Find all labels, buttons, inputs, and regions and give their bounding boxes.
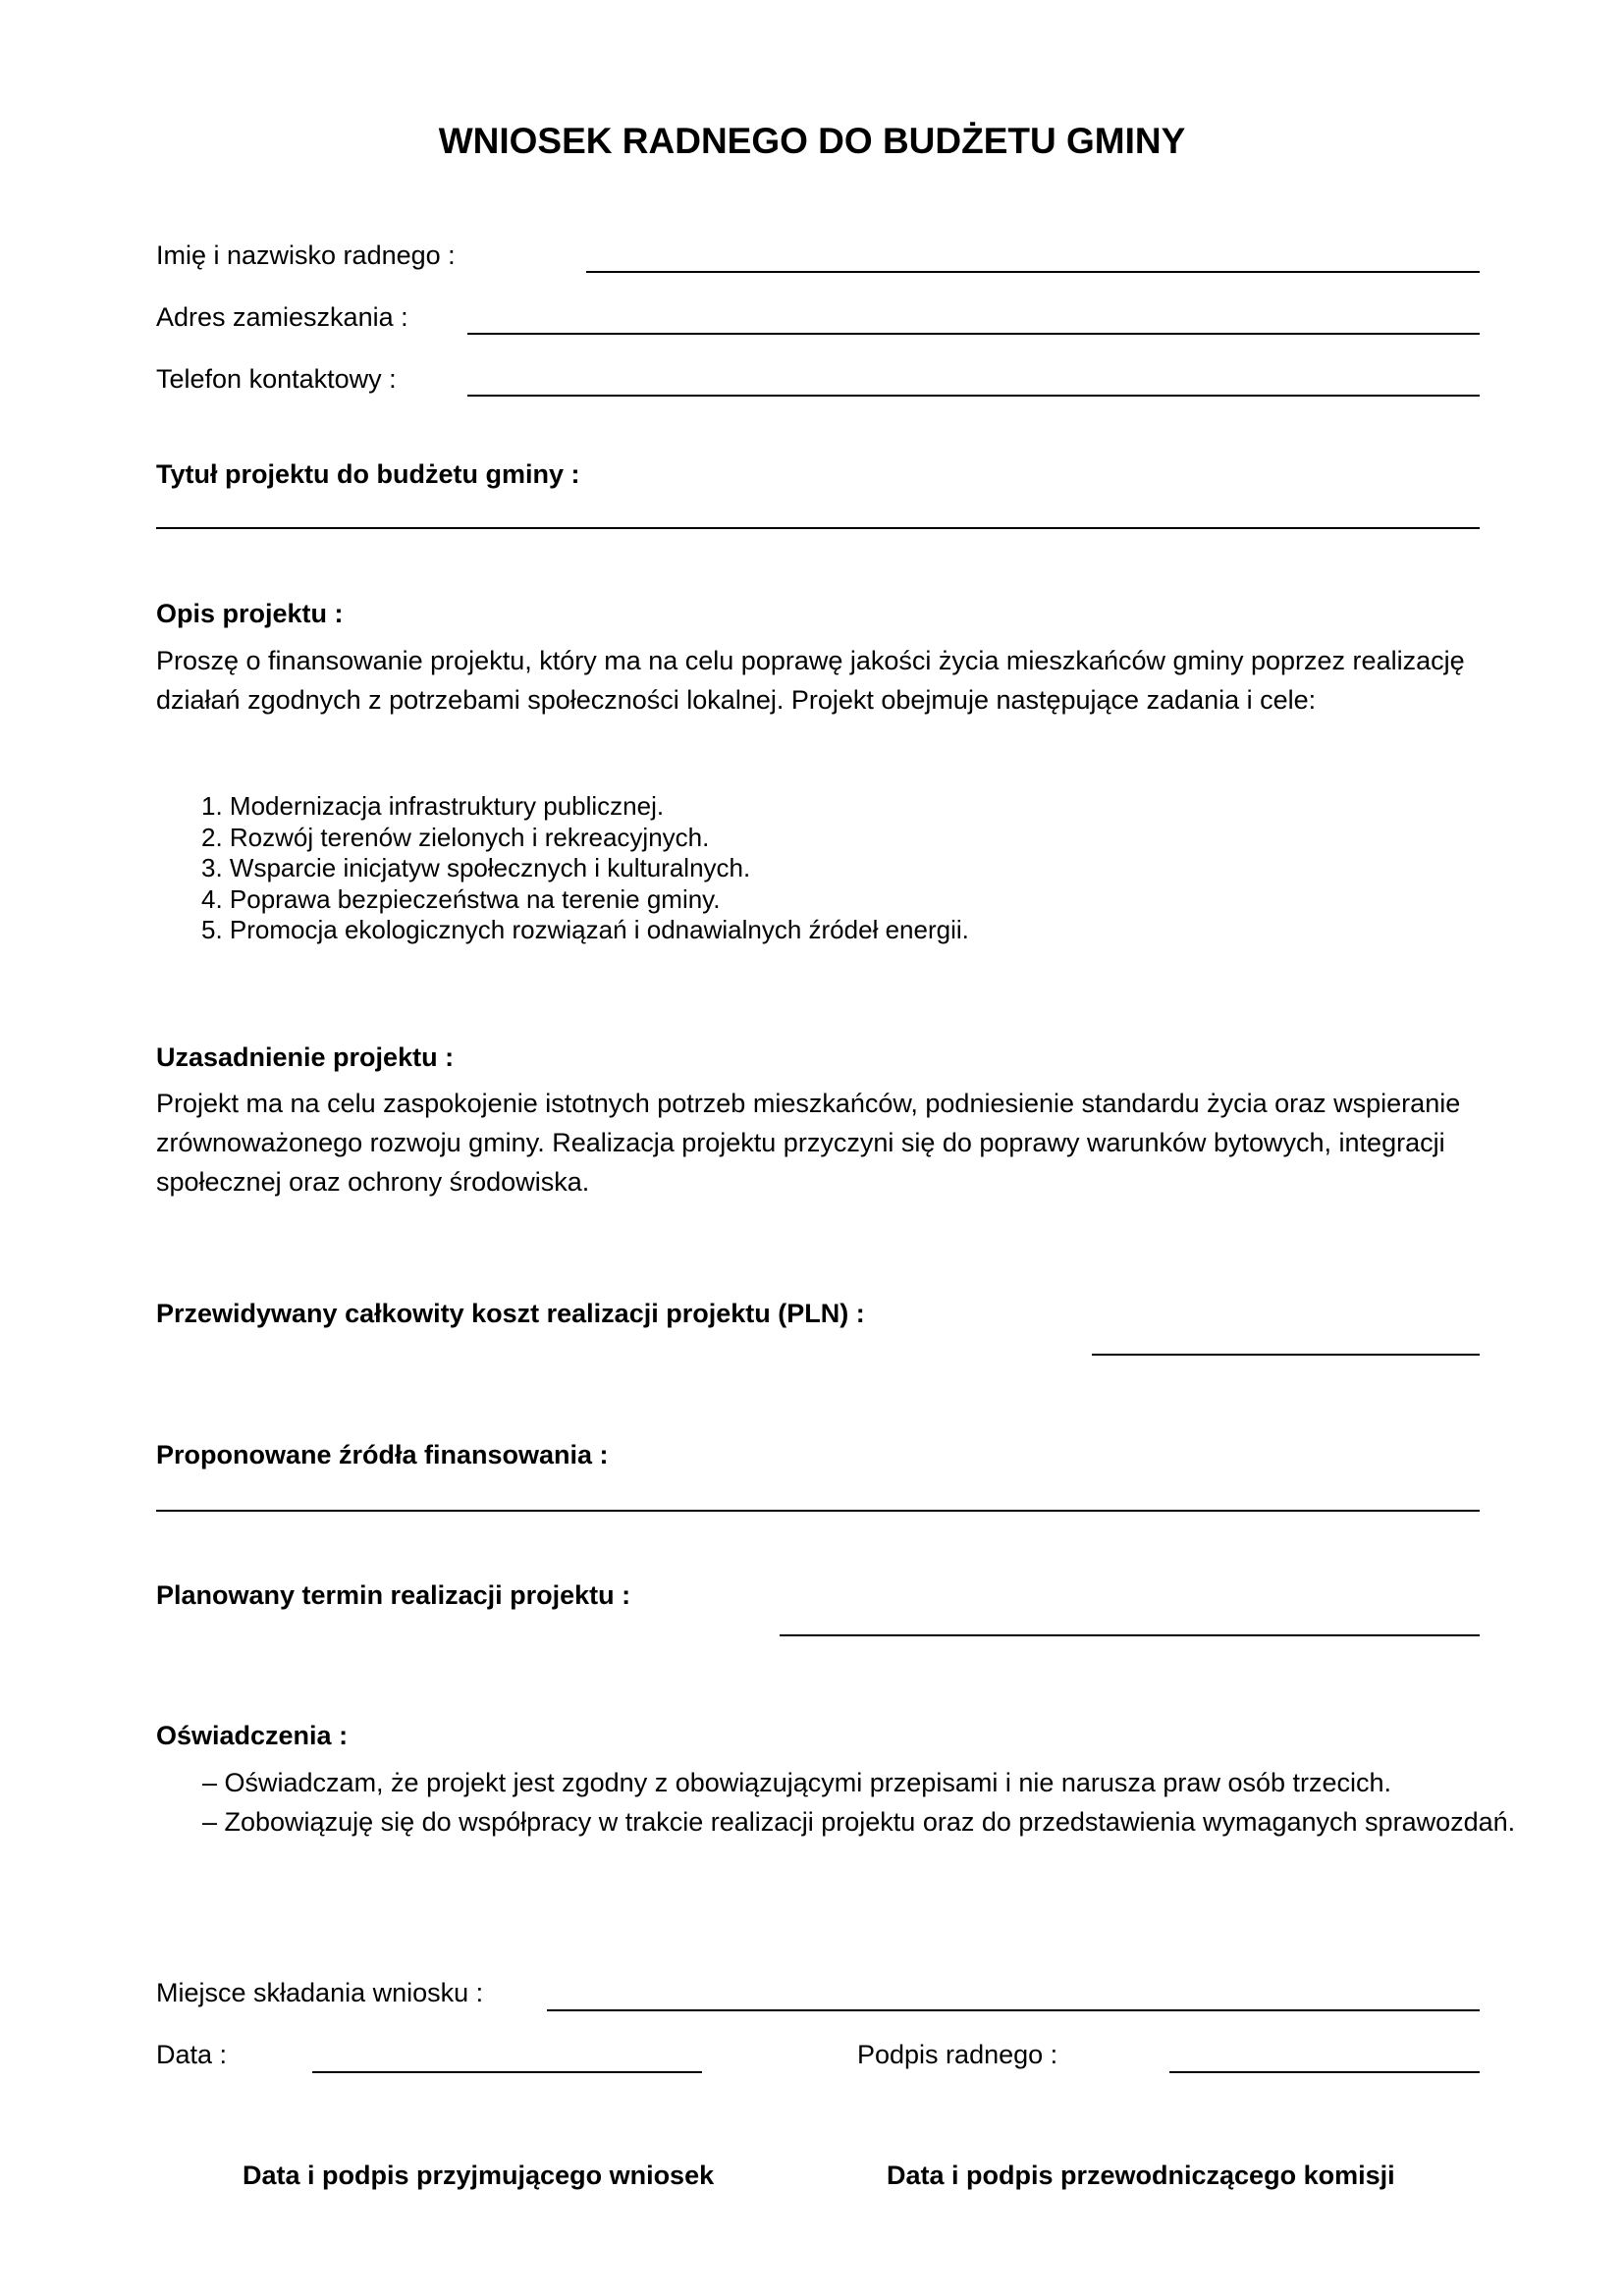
chair-signature-caption: Data i podpis przewodniczącego komisji <box>887 2161 1395 2190</box>
date-input-line[interactable] <box>312 2071 702 2073</box>
place-input-line[interactable] <box>547 2009 1480 2011</box>
receiver-signature-caption: Data i podpis przyjmującego wniosek <box>243 2161 715 2190</box>
project-title-input-line[interactable] <box>156 527 1480 529</box>
cost-input-line[interactable] <box>1092 1354 1480 1356</box>
list-item: 5. Promocja ekologicznych rozwiązań i odnawialnych źródeł energii. <box>201 915 969 944</box>
justification-text: Projekt ma na celu zaspokojenie istotnych potrzeb mieszkańców, podniesienie standardu życia oraz wspieranie zrównoważonego rozwoju gminy. Realizacja projektu przyczyni się do poprawy warunków bytowych, integracji społecznej oraz ochrony środowiska. <box>156 1089 1461 1197</box>
description-heading: Opis projektu : <box>156 599 344 628</box>
declaration-item: – Oświadczam, że projekt jest zgodny z obowiązującymi przepisami i nie narusza praw osób trzecich. <box>202 1768 1392 1797</box>
task-list <box>201 791 969 946</box>
funding-input-line[interactable] <box>156 1510 1480 1512</box>
list-item: 3. Wsparcie inicjatyw społecznych i kulturalnych. <box>201 853 751 882</box>
project-title-label: Tytuł projektu do budżetu gminy : <box>156 459 580 489</box>
justification-heading: Uzasadnienie projektu : <box>156 1042 455 1072</box>
signature-input-line[interactable] <box>1169 2071 1480 2073</box>
name-input-line[interactable] <box>586 271 1480 273</box>
timeline-label: Planowany termin realizacji projektu : <box>156 1580 631 1610</box>
phone-label: Telefon kontaktowy : <box>156 364 397 394</box>
list-item: 1. Modernizacja infrastruktury publicznej. <box>201 791 665 821</box>
date-label: Data : <box>156 2040 228 2069</box>
phone-input-line[interactable] <box>467 395 1480 397</box>
cost-label: Przewidywany całkowity koszt realizacji projektu (PLN) : <box>156 1299 865 1328</box>
declaration-item: – Zobowiązuję się do współpracy w trakcie realizacji projektu oraz do przedstawienia wymaganych sprawozdań. <box>202 1807 1516 1837</box>
timeline-input-line[interactable] <box>780 1634 1480 1636</box>
funding-label: Proponowane źródła finansowania : <box>156 1440 609 1469</box>
address-input-line[interactable] <box>467 333 1480 335</box>
description-text: Proszę o finansowanie projektu, który ma na celu poprawę jakości życia mieszkańców gminy poprzez realizację działań zgodnych z potrzebami społeczności lokalnej. Projekt obejmuje następujące zadania i cele: <box>156 646 1465 715</box>
name-label: Imię i nazwisko radnego : <box>156 240 456 270</box>
signature-label: Podpis radnego : <box>857 2040 1058 2069</box>
place-label: Miejsce składania wniosku : <box>156 1978 484 2007</box>
list-item: 2. Rozwój terenów zielonych i rekreacyjnych. <box>201 822 710 852</box>
list-item: 4. Poprawa bezpieczeństwa na terenie gminy. <box>201 883 721 914</box>
page-title: WNIOSEK RADNEGO DO BUDŻETU GMINY <box>438 121 1186 161</box>
address-label: Adres zamieszkania : <box>156 302 408 332</box>
declarations-heading: Oświadczenia : <box>156 1721 349 1750</box>
